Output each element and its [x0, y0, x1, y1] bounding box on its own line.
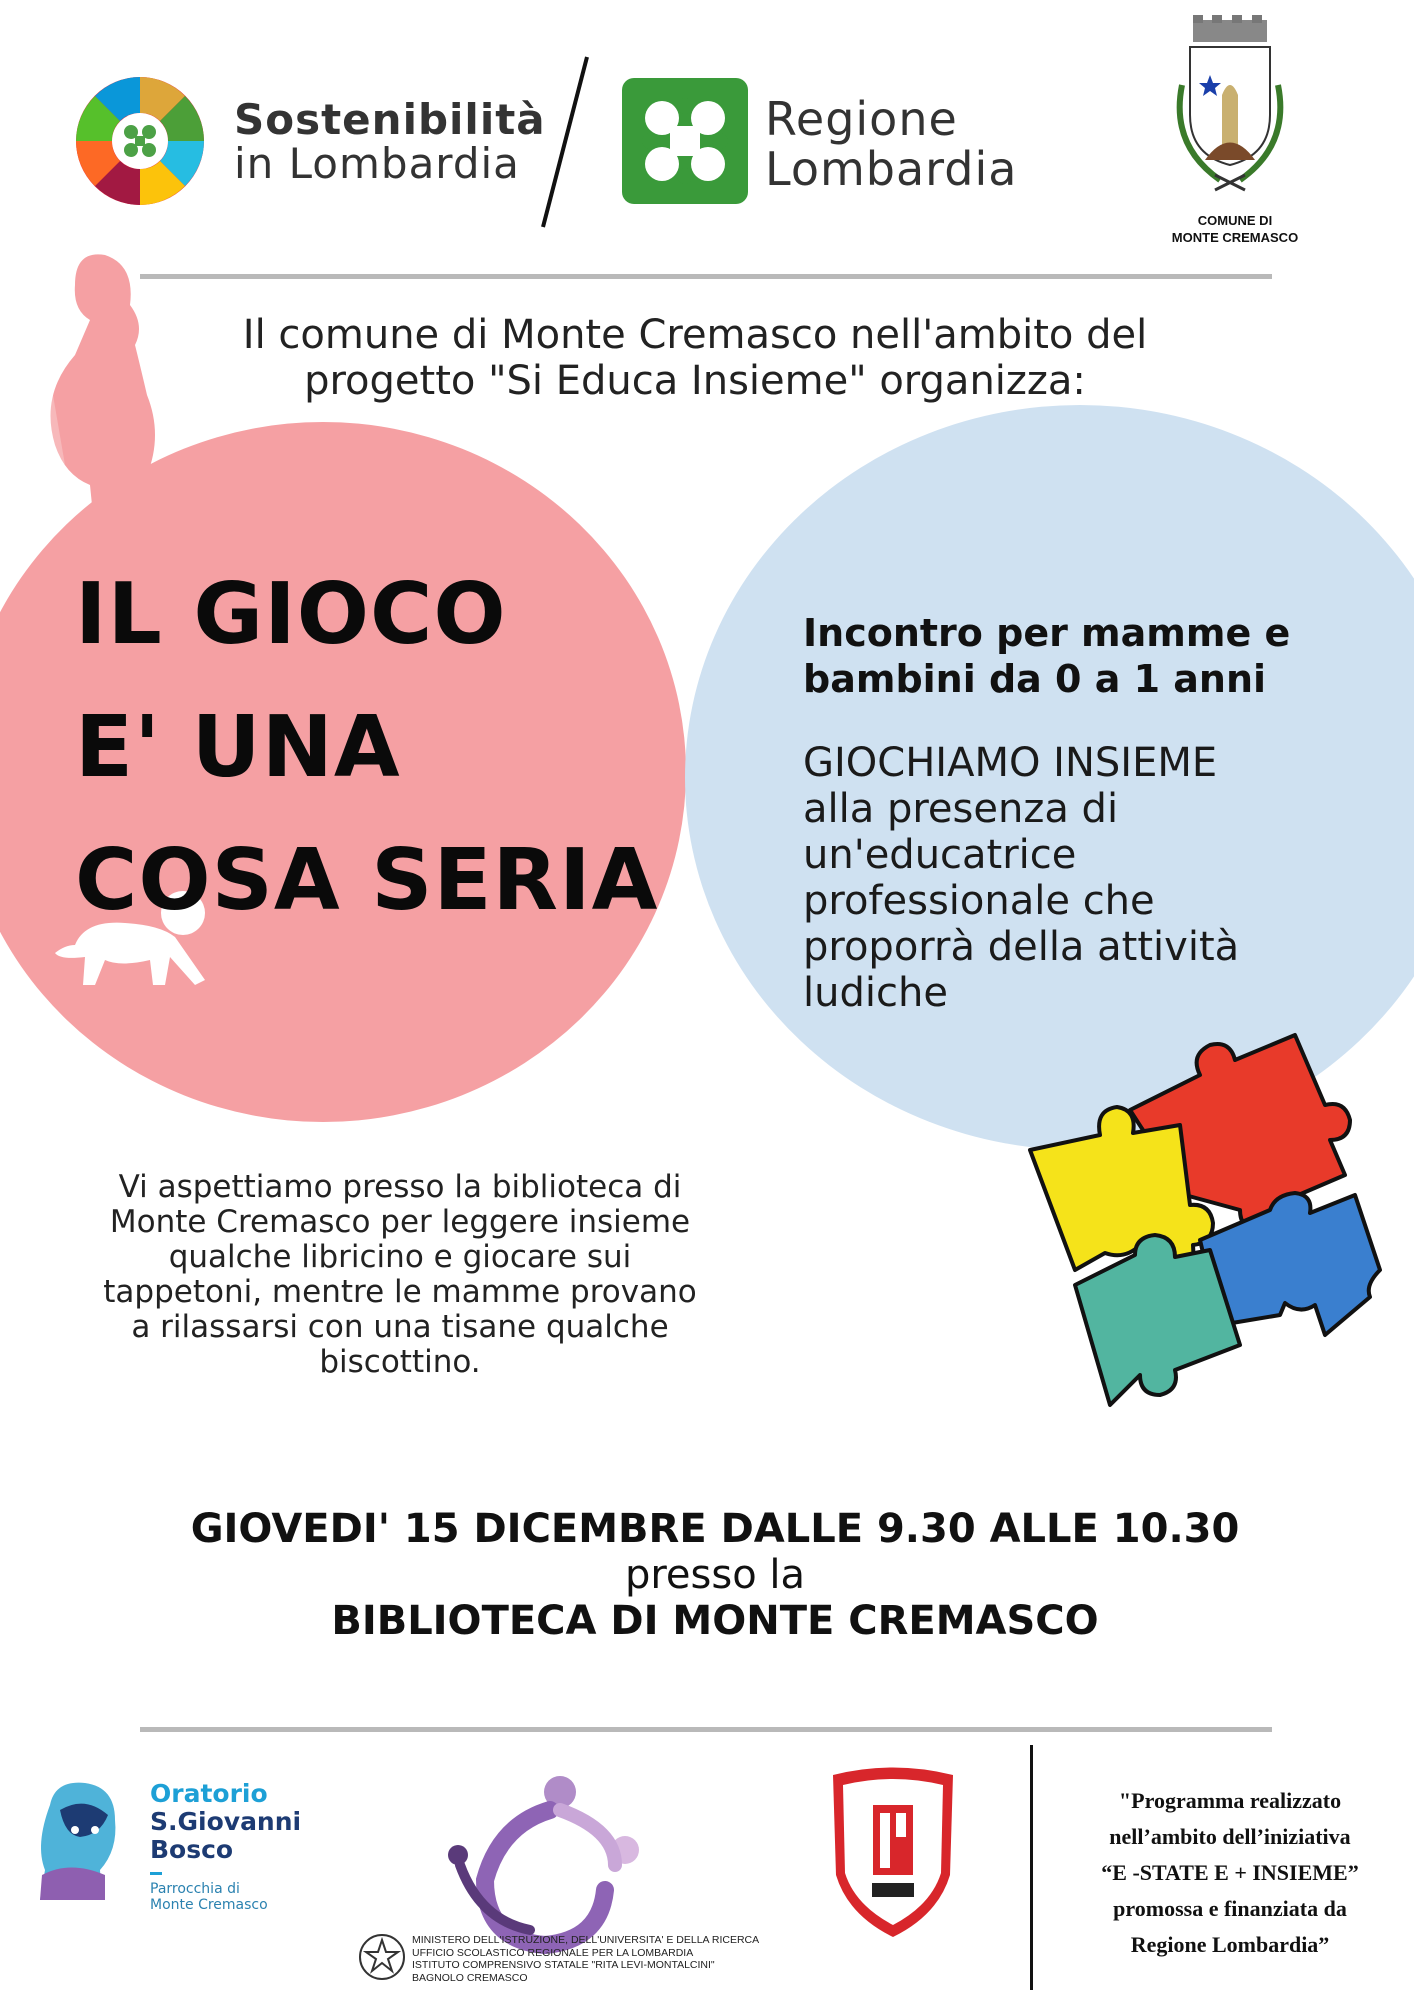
event-details: [100, 1505, 1330, 1645]
sostenibilita-line2: in Lombardia: [234, 139, 520, 188]
school-logo-icon: [440, 1770, 660, 1960]
meeting-desc-line: proporrà della attività: [803, 924, 1240, 970]
oratorio-line2: S.Giovanni: [150, 1807, 302, 1836]
event-location: BIBLIOTECA DI MONTE CREMASCO: [331, 1598, 1099, 1644]
invite-line: qualche libricino e giocare sui: [168, 1239, 632, 1275]
program-line: nell’ambito dell’iniziativa: [1109, 1824, 1351, 1849]
oratorio-dash: [150, 1872, 162, 1875]
invite-line: Vi aspettiamo presso la biblioteca di: [118, 1169, 682, 1205]
top-divider: [140, 274, 1272, 279]
oratorio-line1: Oratorio: [150, 1779, 268, 1808]
headline-line2: E' UNA: [75, 698, 401, 797]
headline-line3: COSA SERIA: [75, 831, 659, 930]
comune-line2: MONTE CREMASCO: [1171, 230, 1299, 245]
ministry-line: BAGNOLO CREMASCO: [412, 1971, 528, 1984]
oratorio-sub1: Parrocchia di: [150, 1881, 240, 1897]
comune-label: [1140, 212, 1330, 246]
main-headline: [75, 548, 658, 947]
meeting-title: [803, 610, 1290, 702]
meeting-desc-line: alla presenza di: [803, 786, 1119, 832]
regione-line2: Lombardia: [765, 142, 1018, 196]
invite-line: a rilassarsi con una tisane qualche: [131, 1309, 669, 1345]
puzzle-pieces-icon: [1025, 1015, 1390, 1425]
program-note: [1060, 1783, 1400, 1963]
oratorio-sub2: Monte Cremasco: [150, 1897, 268, 1913]
program-line: promossa e finanziata da: [1113, 1896, 1347, 1921]
program-line: Regione Lombardia”: [1130, 1932, 1330, 1957]
sostenibilita-logo-text: [234, 95, 546, 188]
sostenibilita-line1: Sostenibilità: [234, 95, 546, 144]
bottom-divider: [140, 1727, 1272, 1732]
meeting-title-line1: Incontro per mamme e: [803, 611, 1291, 655]
monte-cremasco-sports-shield-icon: [828, 1765, 958, 1940]
meeting-description: [803, 740, 1239, 1016]
ministry-text: [412, 1934, 759, 1984]
meeting-desc-line: un'educatrice: [803, 832, 1077, 878]
puzzle-piece-green: [1075, 1235, 1240, 1405]
intro-line1: Il comune di Monte Cremasco nell'ambito del: [242, 312, 1148, 358]
ministry-line: ISTITUTO COMPRENSIVO STATALE "RITA LEVI-MONTALCINI": [412, 1959, 715, 1971]
regione-lombardia-icon: [622, 78, 748, 204]
program-line: “E -STATE E + INSIEME”: [1101, 1860, 1359, 1885]
regione-lombardia-text: [765, 94, 1017, 194]
footer-vertical-divider: [1030, 1745, 1033, 1990]
invite-line: Monte Cremasco per leggere insieme: [109, 1204, 691, 1240]
invite-line: biscottino.: [319, 1344, 481, 1380]
coat-of-arms-icon: [1160, 15, 1300, 215]
slash-divider: [535, 55, 595, 230]
event-presso: presso la: [624, 1552, 806, 1598]
oratorio-line3: Bosco: [150, 1835, 234, 1864]
sdg-wheel-logo: [74, 75, 206, 207]
comune-line1: COMUNE DI: [1197, 213, 1273, 228]
intro-line2: progetto "Si Educa Insieme" organizza:: [304, 358, 1086, 404]
program-line: "Programma realizzato: [1118, 1788, 1342, 1813]
italian-republic-emblem-icon: [358, 1932, 406, 1982]
invite-line: tappetoni, mentre le mamme provano: [103, 1274, 697, 1310]
intro-text: [130, 312, 1260, 404]
ministry-line: MINISTERO DELL'ISTRUZIONE, DELL'UNIVERSITA' E DELLA RICERCA: [412, 1934, 760, 1946]
oratorio-logo-text: [150, 1780, 301, 1913]
meeting-desc-line: ludiche: [803, 970, 948, 1016]
regione-line1: Regione: [765, 92, 958, 146]
meeting-desc-line: GIOCHIAMO INSIEME: [803, 740, 1218, 786]
don-bosco-portrait-icon: [30, 1775, 130, 1900]
meeting-title-line2: bambini da 0 a 1 anni: [803, 657, 1267, 701]
meeting-desc-line: professionale che: [803, 878, 1155, 924]
event-date-time: GIOVEDI' 15 DICEMBRE DALLE 9.30 ALLE 10.30: [190, 1506, 1240, 1552]
ministry-line: UFFICIO SCOLASTICO REGIONALE PER LA LOMBARDIA: [412, 1946, 694, 1959]
headline-line1: IL GIOCO: [75, 565, 507, 664]
invite-text: [50, 1170, 750, 1380]
